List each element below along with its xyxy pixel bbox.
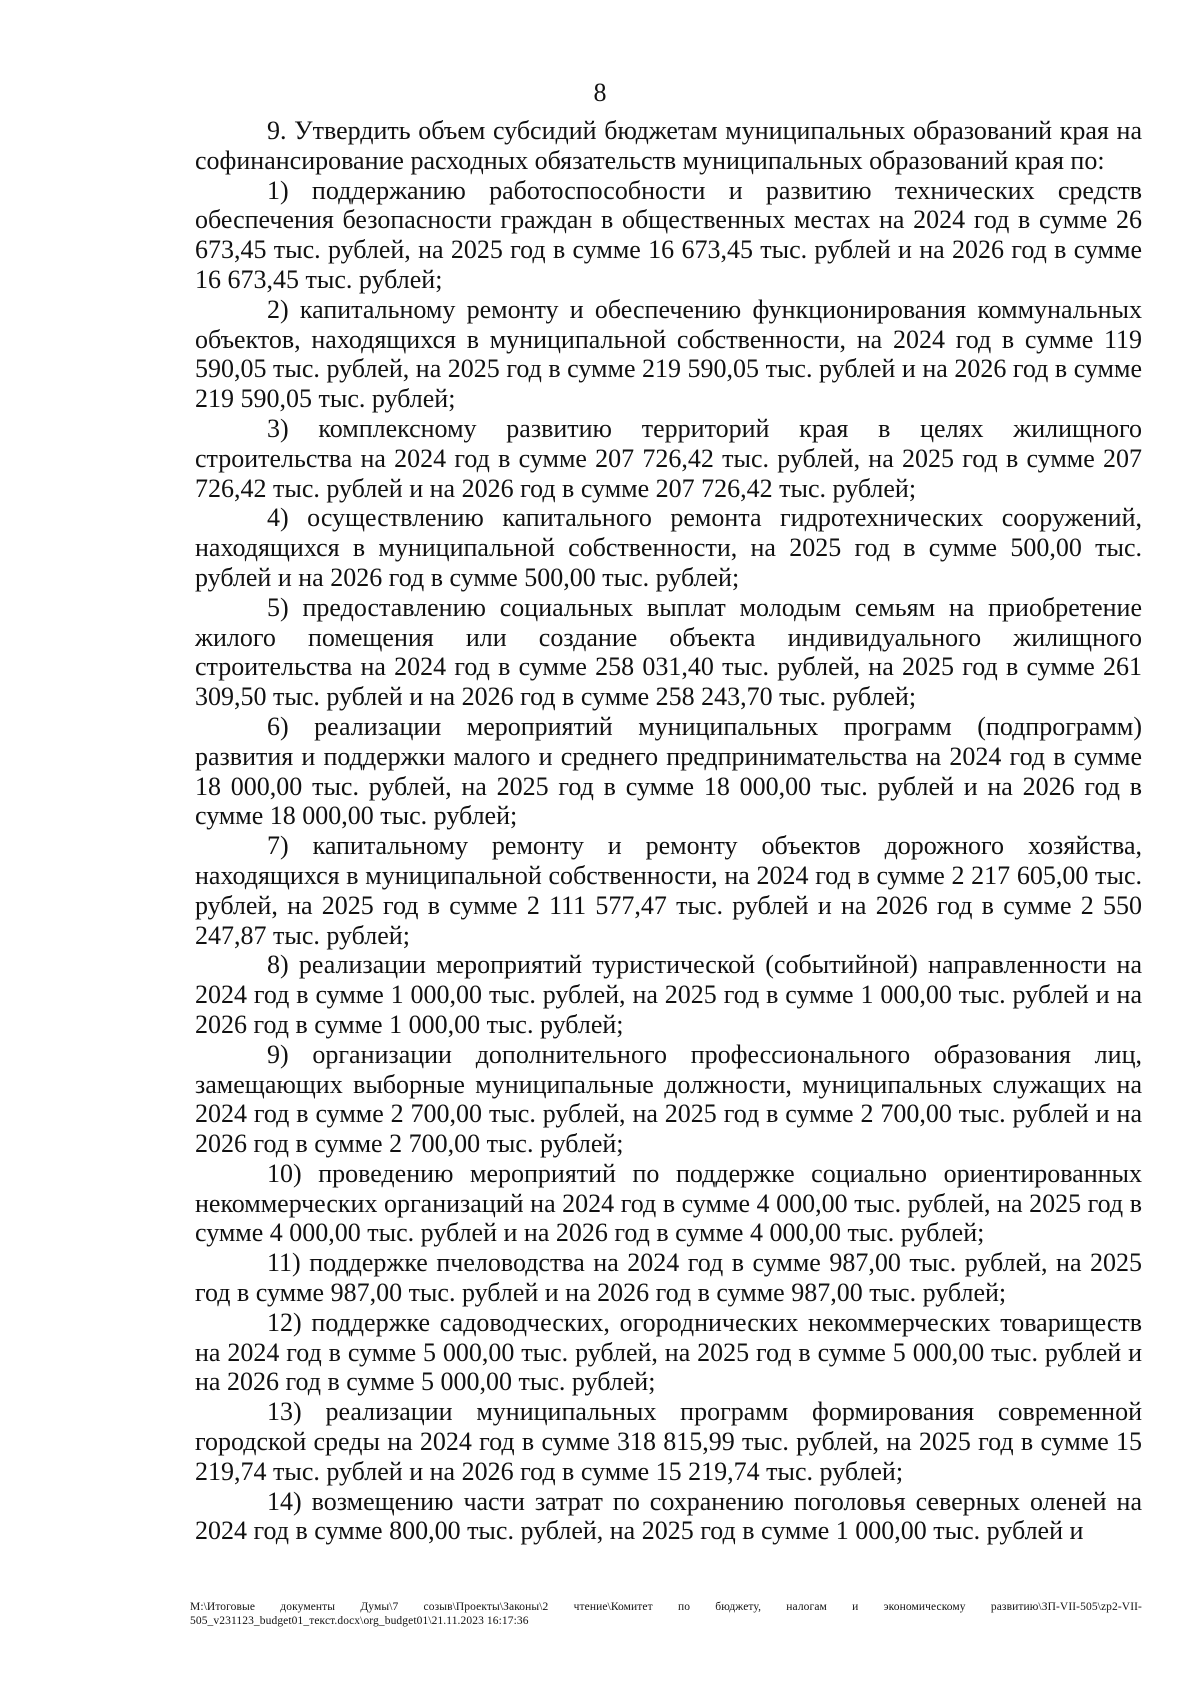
document-body	[195, 116, 1142, 1546]
list-item-8: 8) реализации мероприятий туристической (событийной) направленности на 2024 год в сумме 1 000,00 тыс. рублей, на 2025 год в сумме 1 000,00 тыс. рублей и на 2026 год в сумме 1 000,00 тыс. рублей;	[195, 950, 1142, 1039]
list-item-10: 10) проведению мероприятий по поддержке социально ориентированных некоммерческих организаций на 2024 год в сумме 4 000,00 тыс. рублей, на 2025 год в сумме 4 000,00 тыс. рублей и на 2026 год в сумме 4 000,00 тыс. рублей;	[195, 1158, 1142, 1248]
page-number: 8	[593, 78, 607, 107]
list-item-11: 11) поддержке пчеловодства на 2024 год в сумме 987,00 тыс. рублей, на 2025 год в сумме 987,00 тыс. рублей и на 2026 год в сумме 987,00 тыс. рублей;	[195, 1248, 1142, 1308]
list-item-14: 14) возмещению части затрат по сохранению поголовья северных оленей на 2024 год в сумме 800,00 тыс. рублей, на 2025 год в сумме 1 000,00 тыс. рублей и	[195, 1486, 1142, 1546]
list-item-2: 2) капитальному ремонту и обеспечению функционирования коммунальных объектов, находящихся в муниципальной собственности, на 2024 год в сумме 119 590,05 тыс. рублей, на 2025 год в сумме 219 590,05 тыс. рублей и на 2026 год в сумме 219 590,05 тыс. рублей;	[195, 294, 1142, 414]
list-item-4: 4) осуществлению капитального ремонта гидротехнических сооружений, находящихся в муниципальной собственности, на 2025 год в сумме 500,00 тыс. рублей и на 2026 год в сумме 500,00 тыс. рублей;	[195, 503, 1142, 592]
list-item-1: 1) поддержанию работоспособности и развитию технических средств обеспечения безопасности граждан в общественных местах на 2024 год в сумме 26 673,45 тыс. рублей, на 2025 год в сумме 16 673,45 тыс. рублей и на 2026 год в сумме 16 673,45 тыс. рублей;	[195, 175, 1142, 294]
list-item-7: 7) капитальному ремонту и ремонту объектов дорожного хозяйства, находящихся в муниципальной собственности, на 2024 год в сумме 2 217 605,00 тыс. рублей, на 2025 год в сумме 2 111 577,47 тыс. рублей и на 2026 год в сумме 2 550 247,87 тыс. рублей;	[195, 831, 1142, 950]
list-item-9: 9) организации дополнительного профессионального образования лиц, замещающих выборные муниципальные должности, муниципальных служащих на 2024 год в сумме 2 700,00 тыс. рублей, на 2025 год в сумме 2 700,00 тыс. рублей и на 2026 год в сумме 2 700,00 тыс. рублей;	[195, 1039, 1142, 1159]
list-item-12: 12) поддержке садоводческих, огороднических некоммерческих товариществ на 2024 год в сумме 5 000,00 тыс. рублей, на 2025 год в сумме 5 000,00 тыс. рублей и на 2026 год в сумме 5 000,00 тыс. рублей;	[195, 1307, 1142, 1397]
list-item-6: 6) реализации мероприятий муниципальных программ (подпрограмм) развития и поддержки малого и среднего предпринимательства на 2024 год в сумме 18 000,00 тыс. рублей, на 2025 год в сумме 18 000,00 тыс. рублей и на 2026 год в сумме 18 000,00 тыс. рублей;	[195, 711, 1142, 831]
file-path-footer: M:\Итоговые документы Думы\7 созыв\Проекты\Законы\2 чтение\Комитет по бюджету, налогам и экономическому развитию\ЗП-VII-505\zp2-VII-505_v231123_budget01_текст.docx\org_budget01\21.11.2023 16:17:36	[190, 1601, 1142, 1627]
list-item-5: 5) предоставлению социальных выплат молодым семьям на приобретение жилого помещения или создание объекта индивидуального жилищного строительства на 2024 год в сумме 258 031,40 тыс. рублей, на 2025 год в сумме 261 309,50 тыс. рублей и на 2026 год в сумме 258 243,70 тыс. рублей;	[195, 592, 1142, 712]
list-item-13: 13) реализации муниципальных программ формирования современной городской среды на 2024 год в сумме 318 815,99 тыс. рублей, на 2025 год в сумме 15 219,74 тыс. рублей и на 2026 год в сумме 15 219,74 тыс. рублей;	[195, 1397, 1142, 1486]
list-item-3: 3) комплексному развитию территорий края в целях жилищного строительства на 2024 год в сумме 207 726,42 тыс. рублей, на 2025 год в сумме 207 726,42 тыс. рублей и на 2026 год в сумме 207 726,42 тыс. рублей;	[195, 413, 1142, 503]
paragraph-intro: 9. Утвердить объем субсидий бюджетам муниципальных образований края на софинансирование расходных обязательств муниципальных образований края по:	[195, 116, 1142, 175]
